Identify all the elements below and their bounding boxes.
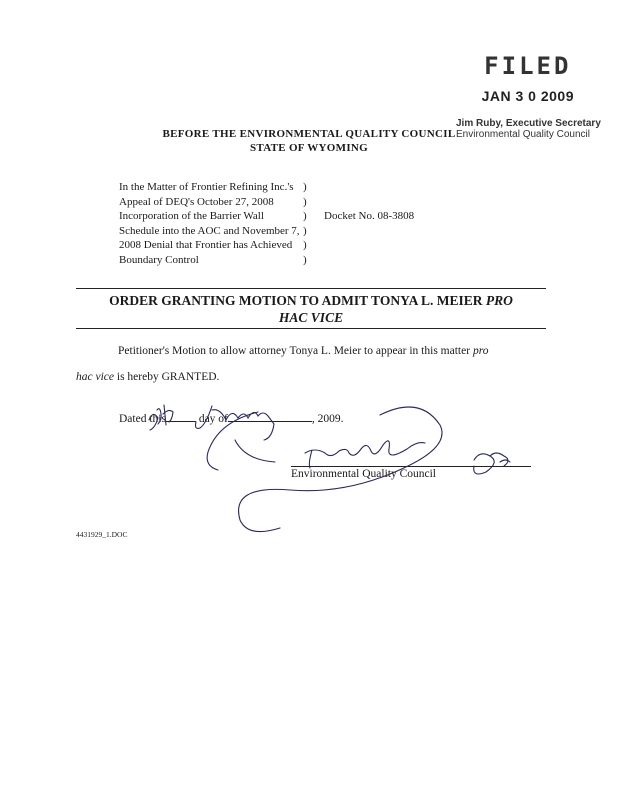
dated-year: , 2009. [311, 413, 344, 425]
caption-line: Appeal of DEQ's October 27, 2008 [119, 195, 274, 208]
order-title-italic: PRO [485, 293, 513, 308]
caption-paren: ) [303, 239, 307, 251]
case-caption [119, 180, 300, 267]
order-body-italic: pro [472, 345, 489, 357]
caption-line: Incorporation of the Barrier Wall [119, 210, 264, 222]
court-state: STATE OF WYOMING [249, 142, 369, 154]
filed-stamp-title: FILED [484, 52, 572, 80]
title-rule-top [76, 288, 546, 289]
caption-line: Boundary Control [119, 253, 199, 266]
secretary-council: Environmental Quality Council [456, 129, 590, 140]
caption-line: Schedule into the AOC and November 7, [119, 224, 300, 237]
initials-mark [474, 453, 510, 474]
dated-middle: day of [198, 413, 228, 425]
order-title-italic: HAC VICE [278, 310, 344, 325]
dated-prefix: Dated this [119, 413, 166, 425]
order-body-italic: hac vice [76, 371, 114, 383]
order-body-text: is hereby GRANTED. [114, 371, 220, 383]
caption-line: 2008 Denial that Frontier has Achieved [119, 239, 293, 251]
court-header [0, 127, 618, 155]
document-code: 4431929_1.DOC [76, 530, 128, 539]
dated-day-blank [166, 421, 196, 422]
signature-mark [305, 441, 425, 468]
dated-month-blank [228, 421, 312, 422]
caption-paren: ) [303, 224, 307, 237]
signature-label: Environmental Quality Council [291, 468, 437, 480]
order-body-line2 [76, 371, 219, 383]
dated-line [119, 413, 344, 425]
caption-paren: ) [303, 253, 307, 266]
court-name: BEFORE THE ENVIRONMENTAL QUALITY COUNCIL [162, 128, 456, 140]
order-body-text: Petitioner's Motion to allow attorney Tonya L. Meier to appear in this matter [118, 345, 473, 357]
caption-paren: ) [303, 195, 307, 208]
order-body-line1 [118, 345, 489, 357]
filed-stamp [482, 52, 574, 104]
docket-number: Docket No. 08-3808 [324, 210, 415, 222]
caption-paren: ) [303, 181, 307, 193]
signature-line [291, 466, 531, 467]
filed-stamp-date: JAN 3 0 2009 [481, 88, 574, 104]
order-title-text: ORDER GRANTING MOTION TO ADMIT TONYA L. MEIER [109, 293, 486, 308]
caption-parentheses [303, 180, 307, 267]
order-title [76, 292, 546, 326]
caption-paren: ) [303, 210, 307, 222]
caption-line: In the Matter of Frontier Refining Inc.'s [119, 181, 294, 193]
title-rule-bottom [76, 328, 546, 329]
secretary-name: Jim Ruby, Executive Secretary [456, 118, 601, 129]
